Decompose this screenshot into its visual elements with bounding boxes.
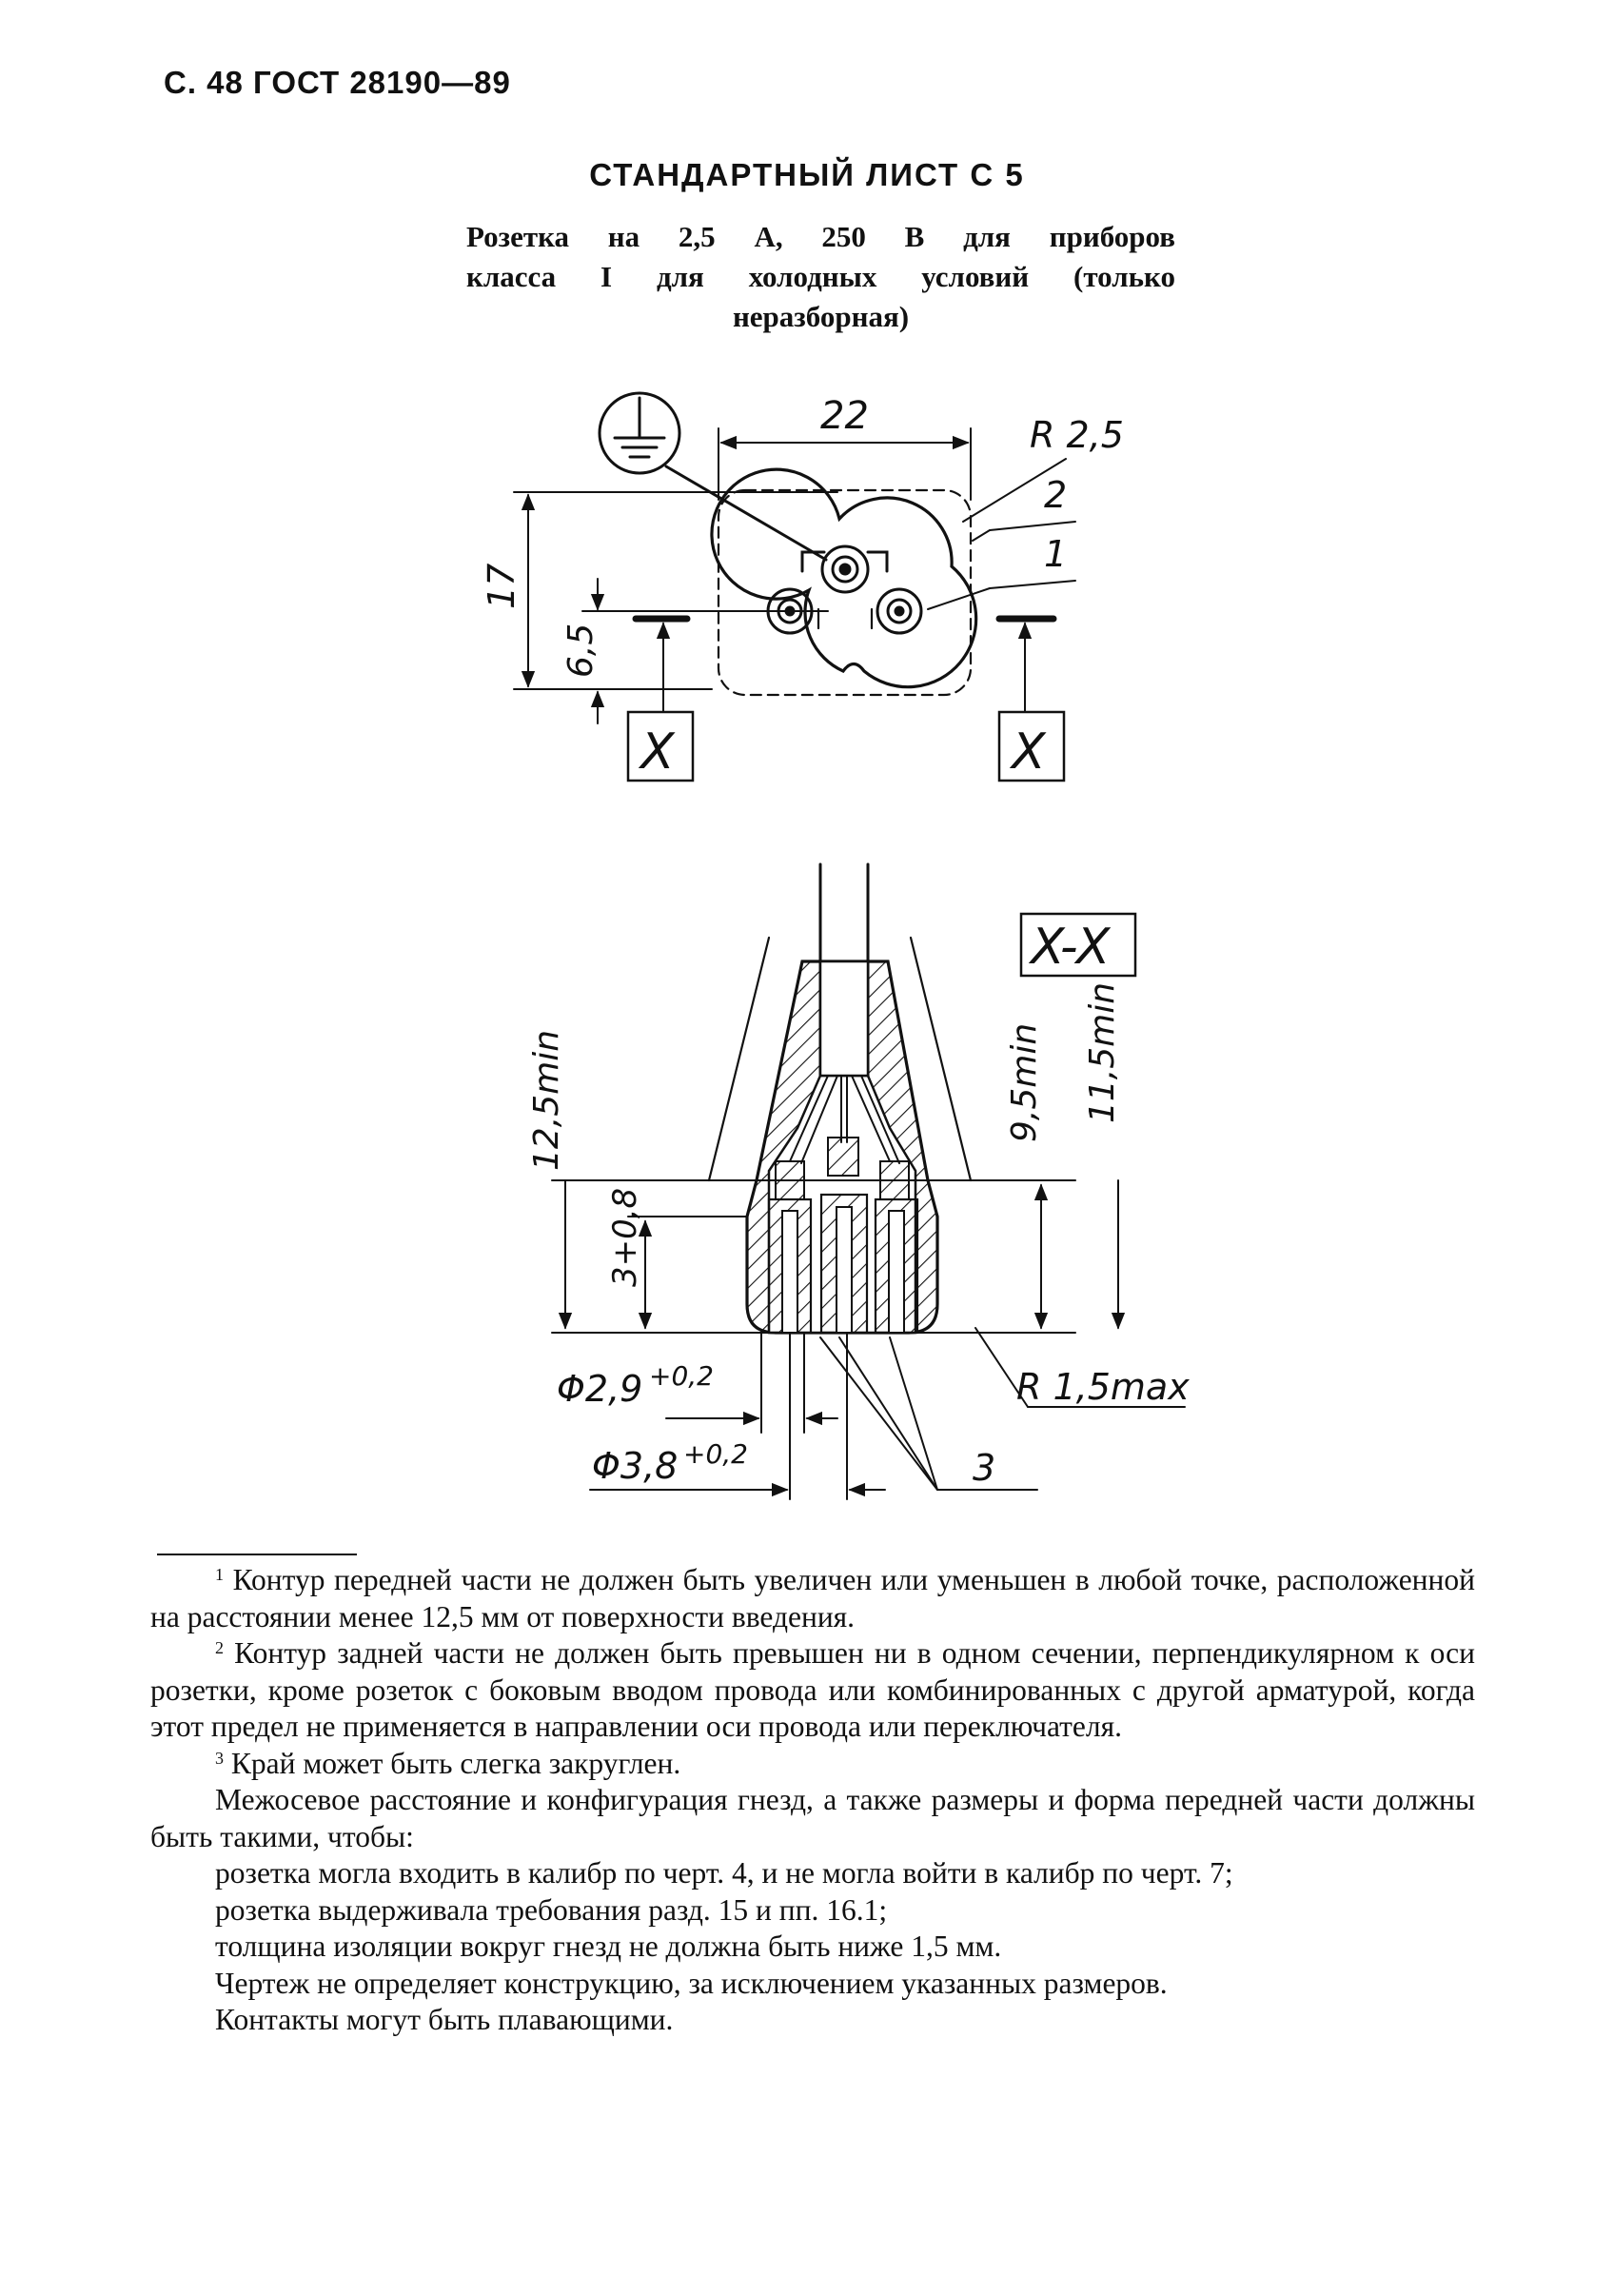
sheet-title: СТАНДАРТНЫЙ ЛИСТ С 5: [589, 157, 1025, 192]
section-view: [527, 864, 1190, 1499]
body-para-2: розетка могла входить в калибр по черт. 4, и не могла войти в калибр по черт. 7;: [215, 1856, 1233, 1890]
section-mark-left: X: [640, 723, 675, 781]
dim-12-5: 12,5min: [527, 1029, 566, 1171]
body-para-4: толщина изоляции вокруг гнезд не должна быть ниже 1,5 мм.: [215, 1930, 1002, 1963]
top-view: [481, 393, 1124, 781]
subtitle-line-3: неразборная): [732, 300, 910, 333]
dim-offset: 6,5: [561, 623, 600, 678]
dim-d29: Φ2,9: [557, 1368, 643, 1410]
footnote-3-text: Край может быть слегка закруглен.: [230, 1746, 681, 1780]
dim-d38: Φ3,8: [592, 1445, 679, 1487]
dim-d29-tol: +0,2: [649, 1360, 714, 1392]
subtitle-line-2: класса I для холодных условий (только: [466, 260, 1175, 293]
dim-11-5: 11,5min: [1083, 981, 1122, 1123]
footnote-2-text: Контур задней части не должен быть превышен ни в одном сечении, перпендикулярном к оси розетки, кроме розеток с боковым вводом провода или комбинированных с другой арматурой, когда этот предел не применяется в направлении оси провода или переключателя.: [150, 1636, 1475, 1743]
body-para-6: Контакты могут быть плавающими.: [215, 2003, 674, 2036]
socket-face-outline: [712, 469, 976, 687]
dim-height: 17: [481, 563, 522, 609]
notes: [150, 1562, 1475, 2039]
section-title: X-X: [1031, 919, 1111, 976]
label-3: 3: [973, 1447, 996, 1489]
footnote-rule: [157, 1554, 357, 1555]
dim-3: 3+0,8: [606, 1187, 644, 1287]
dim-d38-tol: +0,2: [683, 1438, 748, 1470]
subtitle-line-1: Розетка на 2,5 А, 250 В для приборов: [466, 220, 1175, 253]
footnote-1-num: 1: [215, 1565, 224, 1584]
footnote-1: [150, 1562, 1475, 1635]
label-2: 2: [1044, 474, 1068, 516]
footnote-2-num: 2: [215, 1638, 224, 1657]
body-para-1: Межосевое расстояние и конфигурация гнезд, а также размеры и форма передней части должны быть такими, чтобы:: [150, 1783, 1475, 1853]
footnote-2: [150, 1635, 1475, 1746]
body-para-3: розетка выдерживала требования разд. 15 и пп. 16.1;: [215, 1892, 888, 1927]
dim-9-5: 9,5min: [1005, 1022, 1044, 1142]
footnote-3: [150, 1746, 1475, 1783]
dim-width: 22: [820, 394, 869, 438]
footnote-3-num: 3: [215, 1748, 224, 1768]
section-mark-right: X: [1012, 723, 1046, 781]
dim-r15: R 1,5max: [1016, 1366, 1190, 1408]
footnote-1-text: Контур передней части не должен быть увеличен или уменьшен в любой точке, расположенной на расстоянии менее 12,5 мм от поверхности введения.: [150, 1563, 1475, 1633]
body-para-5: Чертеж не определяет конструкцию, за исключением указанных размеров.: [215, 1966, 1168, 2000]
label-1: 1: [1044, 533, 1068, 575]
dim-radius: R 2,5: [1030, 414, 1124, 456]
page-header: С. 48 ГОСТ 28190—89: [164, 65, 511, 100]
